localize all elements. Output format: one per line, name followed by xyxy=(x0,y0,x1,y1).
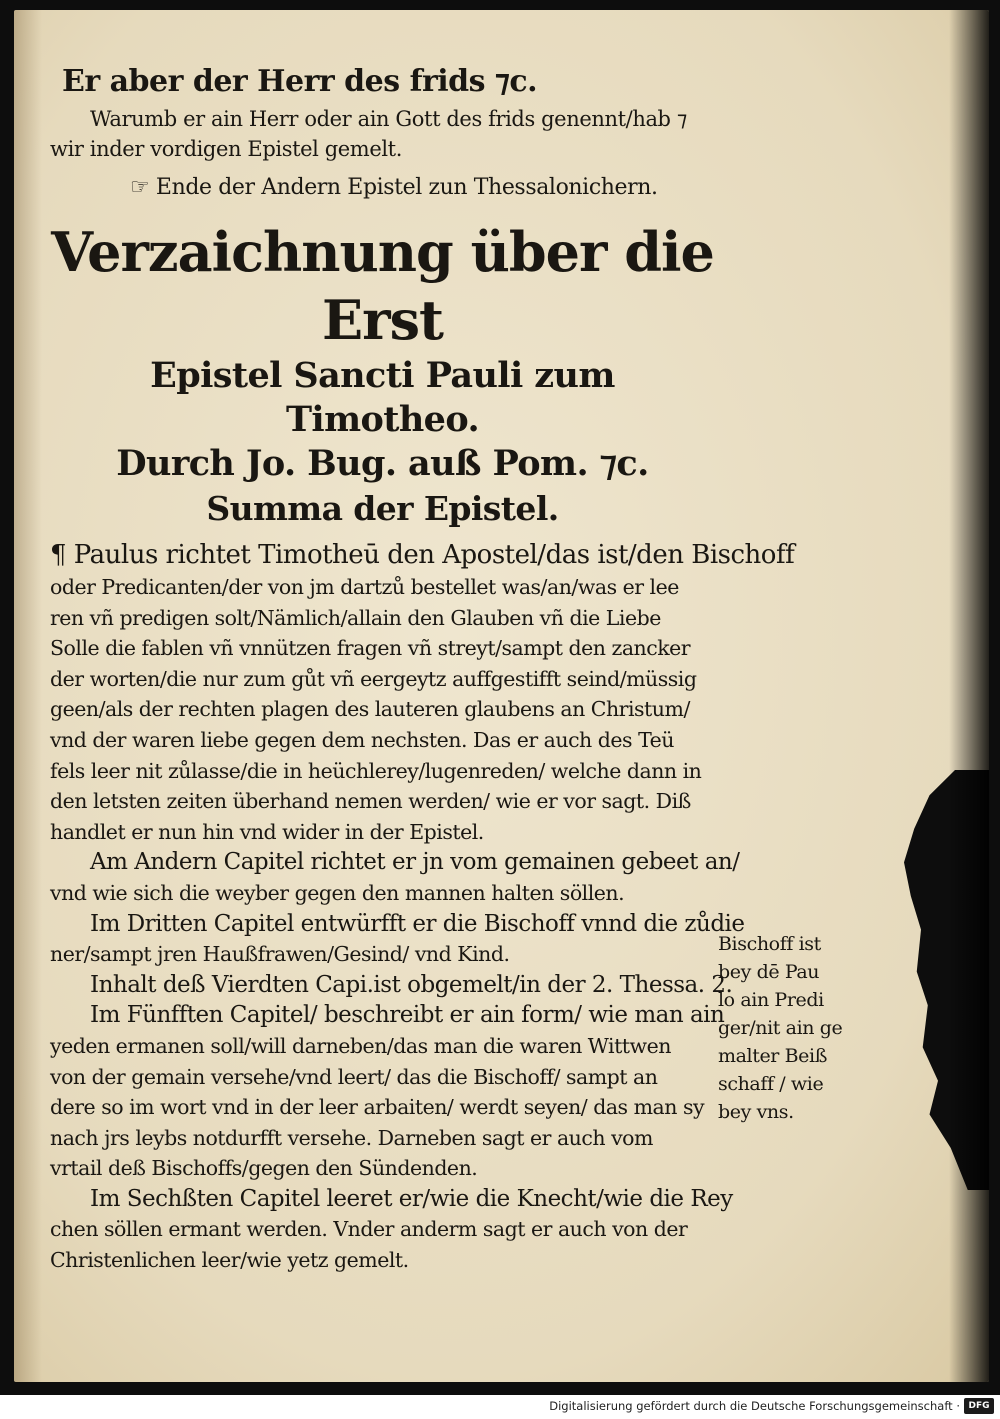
paragraph-line: chen söllen ermant werden. Vnder anderm sagt er auch von der xyxy=(50,1217,688,1242)
footer-bar xyxy=(0,1395,1000,1419)
paragraph-line: dere so im wort vnd in der leer arbaiten/ werdt seyen/ das man sy xyxy=(50,1095,705,1120)
paragraph-line: nach jrs leybs notdurfft versehe. Darneben sagt er auch vom xyxy=(50,1125,653,1150)
marginal-note xyxy=(718,930,858,1126)
marginal-note-line: schaff / wie xyxy=(718,1073,824,1095)
marginal-note-line: malter Beiß xyxy=(718,1045,827,1067)
paragraph-line: vnd wie sich die weyber gegen den mannen halten söllen. xyxy=(50,880,625,905)
dfg-logo: DFG xyxy=(964,1398,994,1414)
header-line-1: Er aber der Herr des frids ⁊c. xyxy=(62,64,538,99)
paragraph-line: Inhalt deß Vierdten Capi.ist obgemelt/in der 2. Thessa. 2. xyxy=(90,971,733,998)
paragraph-line: vrtail deß Bischoffs/gegen den Sündenden. xyxy=(50,1156,478,1181)
funding-note: Digitalisierung gefördert durch die Deutsche Forschungsgemeinschaft · xyxy=(549,1399,960,1413)
body-line: oder Predicanten/der von jm dartzů bestellet was/an/was er lee xyxy=(50,575,679,599)
page-damage xyxy=(904,770,989,1190)
marginal-note-line: lo ain Predi xyxy=(718,989,824,1011)
body-line: ren vñ predigen solt/Nämlich/allain den Glauben vñ die Liebe xyxy=(50,605,661,630)
paragraph-line: yeden ermanen soll/will darneben/das man die waren Wittwen xyxy=(50,1033,671,1058)
body-line: vnd der waren liebe gegen dem nechsten. Das er auch des Teü xyxy=(50,727,674,752)
body-line: den letsten zeiten überhand nemen werden/ wie er vor sagt. Diß xyxy=(50,789,691,814)
marginal-note-line: ger/nit ain ge xyxy=(718,1017,843,1039)
paragraph-line: Im Sechßten Capitel leeret er/wie die Knecht/wie die Rey xyxy=(90,1185,733,1212)
paragraph-line: von der gemain versehe/vnd leert/ das die Bischoff/ sampt an xyxy=(50,1064,658,1089)
header-line-3: wir inder vordigen Epistel gemelt. xyxy=(50,137,402,161)
title-line-2: Epistel Sancti Pauli zum Timotheo. xyxy=(150,355,615,440)
body-line: Solle die fablen vñ vnnützen fragen vñ streyt/sampt den zancker xyxy=(50,636,691,661)
epistle-end-line: ☞ Ende der Andern Epistel zun Thessalonichern. xyxy=(130,175,658,200)
marginal-note-line: bey dē Pau xyxy=(718,961,820,983)
body-line: ¶ Paulus richtet Timotheū den Apostel/das ist/den Bischoff xyxy=(50,540,795,570)
body-line: geen/als der rechten plagen des lauteren glaubens an Christum/ xyxy=(50,697,690,722)
body-line: handlet er nun hin vnd wider in der Epistel. xyxy=(50,819,484,844)
paragraph-line: Am Andern Capitel richtet er jn vom gemainen gebeet an/ xyxy=(90,849,740,876)
paragraph-line: Im Fünfften Capitel/ beschreibt er ain form/ wie man ain xyxy=(90,1002,725,1029)
section-heading: Summa der Epistel. xyxy=(206,489,559,528)
page-title: Verzaichnung über die Erst xyxy=(51,220,714,352)
header-line-2: Warumb er ain Herr oder ain Gott des frids genennt/hab ⁊ xyxy=(90,107,687,131)
body-line: der worten/die nur zum gůt vñ eergeytz auffgestifft seind/müssig xyxy=(50,666,697,691)
marginal-note-line: bey vns. xyxy=(718,1101,794,1123)
paragraph-line: Christenlichen leer/wie yetz gemelt. xyxy=(50,1248,409,1273)
title-line-3: Durch Jo. Bug. auß Pom. ⁊c. xyxy=(116,443,649,484)
paragraph-line: Im Dritten Capitel entwürfft er die Bischoff vnnd die zůdie xyxy=(90,910,745,937)
body-line: fels leer nit zůlasse/die in heüchlerey/lugenreden/ welche dann in xyxy=(50,758,702,783)
paragraph-line: ner/sampt jren Haußfrawen/Gesind/ vnd Kind. xyxy=(50,942,510,967)
marginal-note-line: Bischoff ist xyxy=(718,933,821,955)
